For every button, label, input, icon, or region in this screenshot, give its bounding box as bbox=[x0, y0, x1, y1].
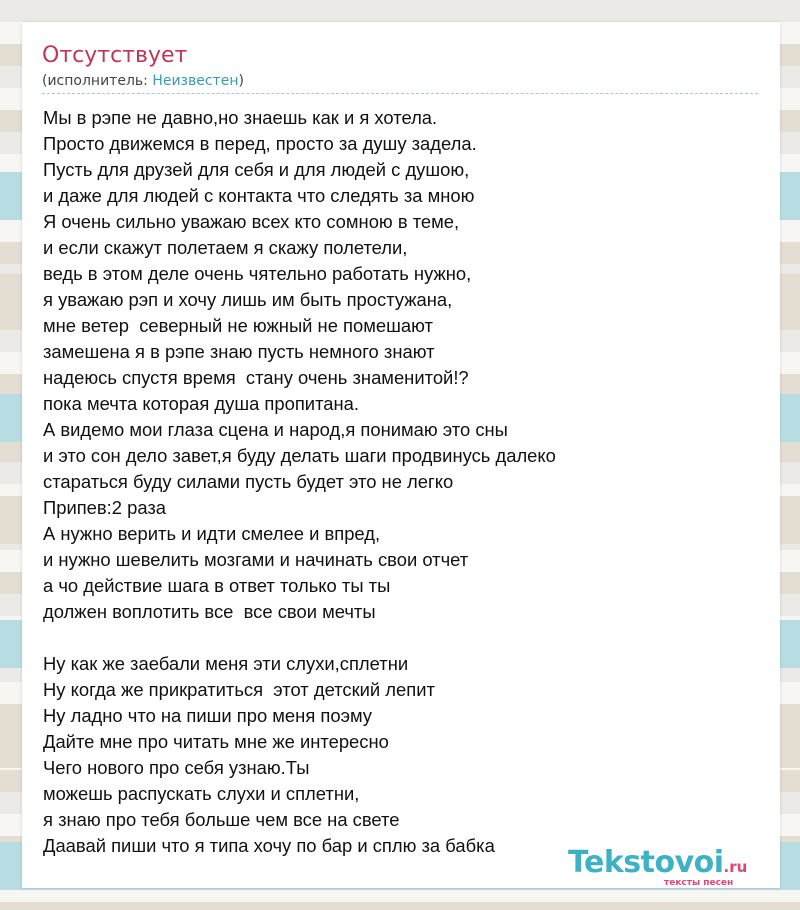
lyric-line: надеюсь спустя время стану очень знаменитой!? bbox=[43, 367, 469, 388]
logo-name: Tekstovoi bbox=[568, 845, 724, 880]
lyric-line: Просто движемся в перед, просто за душу задела. bbox=[43, 133, 477, 154]
lyric-line: мне ветер северный не южный не помешают bbox=[43, 315, 433, 336]
logo-tagline: тексты песен bbox=[664, 878, 734, 888]
lyric-line: я знаю про тебя больше чем все на свете bbox=[43, 809, 400, 830]
lyric-line: пока мечта которая душа пропитана. bbox=[43, 393, 360, 414]
artist-line bbox=[42, 72, 244, 90]
lyric-line: можешь распускать слухи и сплетни, bbox=[43, 783, 360, 804]
lyric-line: я уважаю рэп и хочу лишь им быть простужана, bbox=[43, 289, 453, 310]
song-title: Отсутствует bbox=[42, 43, 188, 68]
lyric-line: Я очень сильно уважаю всех кто сомною в теме, bbox=[43, 211, 460, 232]
site-logo[interactable] bbox=[568, 846, 778, 890]
lyric-line: Чего нового про себя узнаю.Ты bbox=[43, 757, 310, 778]
lyric-line: А нужно верить и идти смелее и впред, bbox=[43, 523, 381, 544]
lyric-line: Дайте мне про читать мне же интересно bbox=[43, 731, 389, 752]
lyric-line: Ну как же заебали меня эти слухи,сплетни bbox=[43, 653, 409, 674]
lyric-line: а чо действие шага в ответ только ты ты bbox=[43, 575, 391, 596]
lyrics-text bbox=[43, 105, 763, 859]
lyric-line: должен воплотить все все свои мечты bbox=[43, 601, 376, 622]
artist-link[interactable]: Неизвестен bbox=[152, 73, 239, 89]
lyric-line: стараться буду силами пусть будет это не легко bbox=[43, 471, 454, 492]
lyric-line: замешена я в рэпе знаю пусть немного знают bbox=[43, 341, 435, 362]
lyric-blank-line bbox=[43, 625, 763, 651]
artist-prefix: (исполнитель: bbox=[42, 73, 153, 89]
lyric-line: и это сон дело завет,я буду делать шаги продвинусь далеко bbox=[43, 445, 556, 466]
lyric-line: Мы в рэпе не давно,но знаешь как и я хотела. bbox=[43, 107, 438, 128]
lyric-line: Пусть для друзей для себя и для людей с душою, bbox=[43, 159, 470, 180]
lyric-line: ведь в этом деле очень чятельно работать нужно, bbox=[43, 263, 472, 284]
title-divider bbox=[42, 93, 758, 94]
lyric-line: Ну ладно что на пиши про меня поэму bbox=[43, 705, 373, 726]
artist-suffix: ) bbox=[238, 73, 244, 89]
lyric-line: и нужно шевелить мозгами и начинать свои отчет bbox=[43, 549, 469, 570]
logo-tld: .ru bbox=[723, 858, 748, 876]
lyric-line: Даавай пиши что я типа хочу по бар и сплю за бабка bbox=[43, 835, 495, 856]
lyric-line: и если скажут полетаем я скажу полетели, bbox=[43, 237, 408, 258]
lyric-line: Ну когда же прикратиться этот детский лепит bbox=[43, 679, 435, 700]
lyric-line: и даже для людей с контакта что следять за мною bbox=[43, 185, 475, 206]
lyrics-card bbox=[22, 22, 780, 888]
lyric-line: Припев:2 раза bbox=[43, 497, 167, 518]
lyric-line: А видемо мои глаза сцена и народ,я понимаю это сны bbox=[43, 419, 508, 440]
